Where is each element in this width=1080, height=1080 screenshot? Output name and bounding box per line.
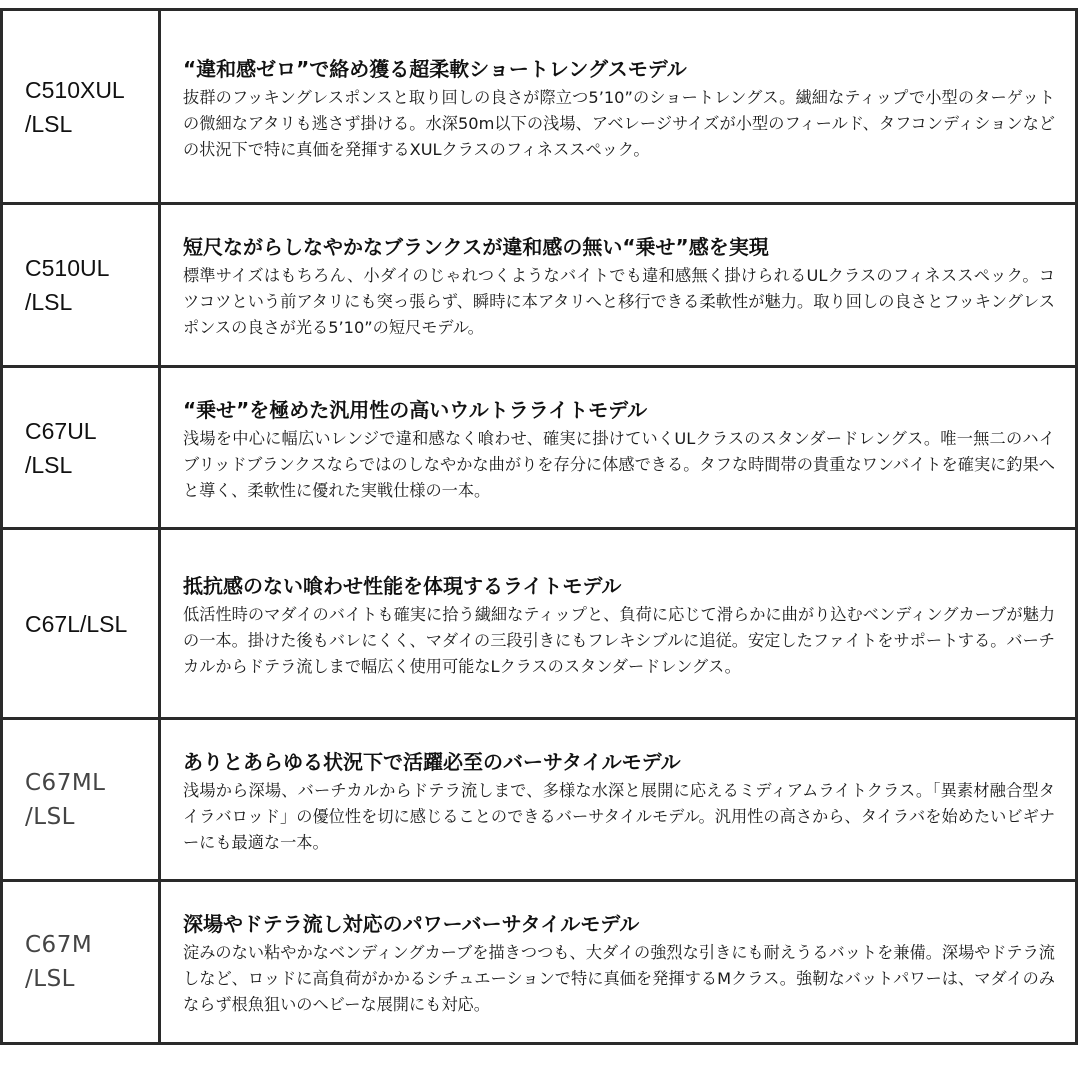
description-cell [160, 529, 1077, 719]
model-name: C67M /LSL [25, 932, 93, 992]
table-row [2, 367, 1077, 529]
table-row [2, 881, 1077, 1044]
row-headline: “乗せ”を極めた汎用性の高いウルトラライトモデル [183, 397, 648, 422]
description-cell [160, 881, 1077, 1044]
row-body-text: 標準サイズはもちろん、小ダイのじゃれつくようなバイトでも違和感無く掛けられるULクラスのフィネススペック。コツコツという前アタリにも突っ張らず、瞬時に本アタリへと移行できる柔軟性が魅力。取り回しの良さとフッキングレスポンスの良さが光る5’10”の短尺モデル。 [183, 266, 1055, 337]
row-headline: 深場やドテラ流し対応のパワーバーサタイルモデル [183, 912, 640, 936]
model-name: C67UL /LSL [25, 417, 97, 478]
model-name: C510XUL /LSL [25, 76, 125, 137]
row-headline: ありとあらゆる状況下で活躍必至のバーサタイルモデル [183, 749, 681, 774]
description-cell [160, 204, 1077, 367]
row-body-text: 浅場から深場、バーチカルからドテラ流しまで、多様な水深と展開に応えるミディアムライトクラス。「異素材融合型タイラバロッド」の優位性を切に感じることのできるバーサタイルモデル。汎用性の高さから、タイラバを始めたいビギナーにも最適な一本。 [183, 780, 1055, 852]
row-body-text: 淀みのない粘やかなベンディングカーブを描きつつも、大ダイの強烈な引きにも耐えうるバットを兼備。深場やドテラ流しなど、ロッドに高負荷がかかるシチュエーションで特に真価を発揮するMクラス。強靭なバットパワーは、マダイのみならず根魚狙いのヘビーな展開にも対応。 [183, 943, 1055, 1014]
description-cell [160, 367, 1077, 529]
model-cell [2, 10, 160, 204]
table-row [2, 10, 1077, 204]
model-cell [2, 204, 160, 367]
row-headline: “違和感ゼロ”で絡め獲る超柔軟ショートレングスモデル [183, 56, 687, 81]
model-cell [2, 367, 160, 529]
row-headline: 抵抗感のない喰わせ性能を体現するライトモデル [183, 573, 622, 598]
model-cell [2, 529, 160, 719]
row-body-text: 低活性時のマダイのバイトも確実に拾う繊細なティップと、負荷に応じて滑らかに曲がり込むベンディングカーブが魅力の一本。掛けた後もバレにくく、マダイの三段引きにもフレキシブルに追従。安定したファイトをサポートする。バーチカルからドテラ流しまで幅広く使用可能なLクラスのスタンダードレングス。 [183, 604, 1055, 676]
description-cell [160, 10, 1077, 204]
table-row [2, 529, 1077, 719]
row-body-text: 抜群のフッキングレスポンスと取り回しの良さが際立つ5’10”のショートレングス。繊細なティップで小型のターゲットの微細なアタリも逃さず掛ける。水深50m以下の浅場、アベレージサイズが小型のフィールド、タフコンディションなどの状況下で特に真価を発揮するXULクラスのフィネススペック。 [183, 87, 1055, 159]
table-row [2, 204, 1077, 367]
model-name: C67ML /LSL [25, 769, 106, 830]
model-name: C510UL /LSL [25, 255, 110, 315]
model-cell [2, 719, 160, 881]
model-cell [2, 881, 160, 1044]
table-row [2, 719, 1077, 881]
description-cell [160, 719, 1077, 881]
rod-spec-table [0, 8, 1078, 1045]
row-headline: 短尺ながらしなやかなブランクスが違和感の無い“乗せ”感を実現 [183, 235, 769, 259]
model-name: C67L/LSL [25, 610, 128, 637]
row-body-text: 浅場を中心に幅広いレンジで違和感なく喰わせ、確実に掛けていくULクラスのスタンダードレングス。唯一無二のハイブリッドブランクスならではのしなやかな曲がりを存分に体感できる。タフな時間帯の貴重なワンバイトを確実に釣果へと導く、柔軟性に優れた実戦仕様の一本。 [183, 428, 1055, 500]
